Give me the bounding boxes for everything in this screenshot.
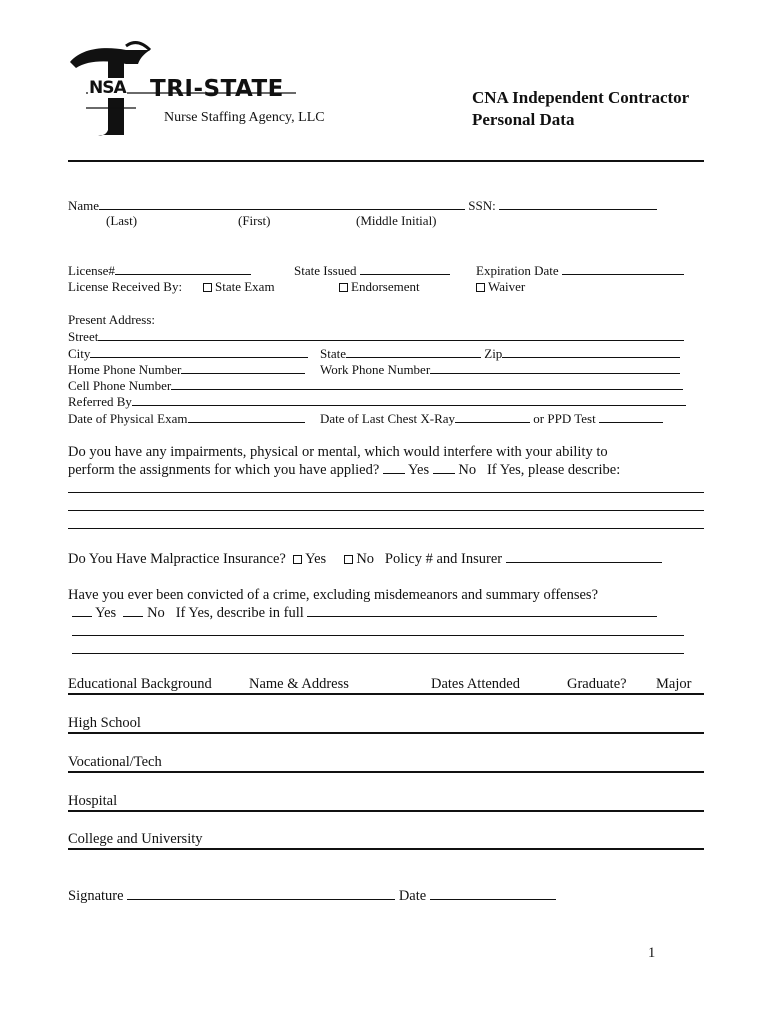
option-endorsement[interactable] <box>339 279 420 295</box>
city-label: City <box>68 346 91 361</box>
city-row <box>68 345 308 362</box>
impairment-describe-label: If Yes, please describe: <box>486 462 621 478</box>
impairment-no-label: No <box>458 462 477 478</box>
signature-field[interactable] <box>127 887 395 900</box>
impairment-yes-label: Yes <box>407 462 430 478</box>
referred-label: Referred By <box>68 394 132 409</box>
crime-yes-field[interactable] <box>72 604 92 617</box>
crime-answer-line-2[interactable] <box>72 653 684 654</box>
malpractice-question: Do You Have Malpractice Insurance? <box>68 551 286 567</box>
impairment-question-prefix: perform the assignments for which you have applied? <box>68 462 380 478</box>
state-group <box>320 345 680 362</box>
present-address-heading: Present Address: <box>68 312 156 327</box>
physical-exam-field[interactable] <box>188 410 305 423</box>
crime-question: Have you ever been convicted of a crime, excluding misdemeanors and summary offenses? <box>68 587 599 603</box>
referred-row <box>68 393 686 410</box>
edu-header-name-address: Name & Address <box>249 676 349 692</box>
edu-row-high-school: High School <box>68 715 141 731</box>
physical-exam-row <box>68 410 305 427</box>
logo-initials: NSA <box>89 78 126 98</box>
edu-row-college: College and University <box>68 831 203 847</box>
zip-field[interactable] <box>502 345 680 358</box>
malpractice-yes-label: Yes <box>305 551 327 567</box>
last-name-caption: (Last) <box>106 213 138 228</box>
edu-header-graduate: Graduate? <box>567 676 627 692</box>
license-received-row <box>68 279 182 295</box>
cell-phone-row <box>68 377 683 394</box>
signature-label: Signature <box>68 888 124 904</box>
chest-xray-field[interactable] <box>455 410 530 423</box>
form-title-line2: Personal Data <box>472 110 575 129</box>
crime-describe-field[interactable] <box>307 604 657 617</box>
impairment-question-line1: Do you have any impairments, physical or mental, which would interfere with your ability to <box>68 444 608 460</box>
malpractice-no-checkbox[interactable] <box>344 555 353 564</box>
license-field[interactable] <box>115 262 251 275</box>
crime-answer-row <box>72 604 657 622</box>
page-number: 1 <box>648 945 656 961</box>
logo-company-name: TRI-STATE <box>150 76 284 102</box>
waiver-label: Waiver <box>488 279 526 294</box>
company-logo <box>64 40 325 140</box>
state-issued-field[interactable] <box>360 262 450 275</box>
crime-answer-line-1[interactable] <box>72 635 684 636</box>
malpractice-no-label: No <box>356 551 375 567</box>
endorsement-checkbox[interactable] <box>339 283 348 292</box>
expiration-label: Expiration Date <box>476 263 559 278</box>
referred-field[interactable] <box>132 393 686 406</box>
chest-xray-group <box>320 410 663 427</box>
impairment-answer-line-1[interactable] <box>68 492 704 493</box>
date-field[interactable] <box>430 887 556 900</box>
state-exam-checkbox[interactable] <box>203 283 212 292</box>
waiver-checkbox[interactable] <box>476 283 485 292</box>
name-label: Name <box>68 198 100 213</box>
edu-row-hospital: Hospital <box>68 793 118 809</box>
state-issued-label: State Issued <box>294 263 357 278</box>
ssn-field[interactable] <box>499 197 657 210</box>
crime-yes-label: Yes <box>95 605 117 621</box>
license-row <box>68 262 251 279</box>
work-phone-group <box>320 361 680 378</box>
impairment-no-field[interactable] <box>433 461 455 474</box>
state-exam-label: State Exam <box>215 279 275 294</box>
crime-no-field[interactable] <box>123 604 143 617</box>
city-field[interactable] <box>90 345 308 358</box>
crime-describe-label: If Yes, describe in full <box>175 605 304 621</box>
license-label: License# <box>68 263 115 278</box>
home-phone-label: Home Phone Number <box>68 362 182 377</box>
option-waiver[interactable] <box>476 279 525 295</box>
edu-row-vocational: Vocational/Tech <box>68 754 162 770</box>
endorsement-label: Endorsement <box>351 279 420 294</box>
malpractice-yes-checkbox[interactable] <box>293 555 302 564</box>
name-field[interactable] <box>99 197 465 210</box>
policy-field[interactable] <box>506 550 662 563</box>
cell-phone-label: Cell Phone Number <box>68 378 172 393</box>
edu-row-college-line[interactable] <box>68 848 704 850</box>
date-label: Date <box>398 888 427 904</box>
name-row <box>68 197 657 214</box>
crime-no-label: No <box>147 605 165 621</box>
home-phone-row <box>68 361 305 378</box>
cell-phone-field[interactable] <box>171 377 683 390</box>
chest-xray-label: Date of Last Chest X-Ray <box>320 411 456 426</box>
work-phone-label: Work Phone Number <box>320 362 431 377</box>
home-phone-field[interactable] <box>181 361 305 374</box>
option-state-exam[interactable] <box>203 279 275 295</box>
impairment-answer-line-2[interactable] <box>68 510 704 511</box>
impairment-question-line2 <box>68 461 620 479</box>
edu-header-major: Major <box>656 676 692 692</box>
license-received-label: License Received By: <box>68 279 183 294</box>
street-row <box>68 328 684 345</box>
state-issued-group <box>294 262 450 279</box>
logo-subtitle: Nurse Staffing Agency, LLC <box>164 110 325 125</box>
form-title-line1: CNA Independent Contractor <box>472 88 690 107</box>
street-field[interactable] <box>98 328 684 341</box>
ssn-label: SSN: <box>468 198 496 213</box>
edu-header-dates: Dates Attended <box>431 676 520 692</box>
edu-row-high-school-line[interactable] <box>68 732 704 734</box>
zip-label: Zip <box>484 346 503 361</box>
header-divider <box>68 160 704 162</box>
malpractice-row <box>68 550 662 568</box>
impairment-yes-field[interactable] <box>383 461 405 474</box>
edu-header-background: Educational Background <box>68 676 212 692</box>
street-label: Street <box>68 329 99 344</box>
impairment-answer-line-3[interactable] <box>68 528 704 529</box>
edu-row-hospital-line[interactable] <box>68 810 704 812</box>
policy-label: Policy # and Insurer <box>384 551 503 567</box>
physical-exam-label: Date of Physical Exam <box>68 411 188 426</box>
edu-header-rule <box>68 693 704 695</box>
expiration-group <box>476 262 684 279</box>
expiration-field[interactable] <box>562 262 684 275</box>
ppd-field[interactable] <box>599 410 663 423</box>
edu-row-vocational-line[interactable] <box>68 771 704 773</box>
ppd-label: or PPD Test <box>533 411 596 426</box>
state-label: State <box>320 346 346 361</box>
middle-initial-caption: (Middle Initial) <box>356 213 437 228</box>
first-name-caption: (First) <box>238 213 271 228</box>
work-phone-field[interactable] <box>430 361 680 374</box>
state-field[interactable] <box>346 345 481 358</box>
signature-row <box>68 887 556 905</box>
